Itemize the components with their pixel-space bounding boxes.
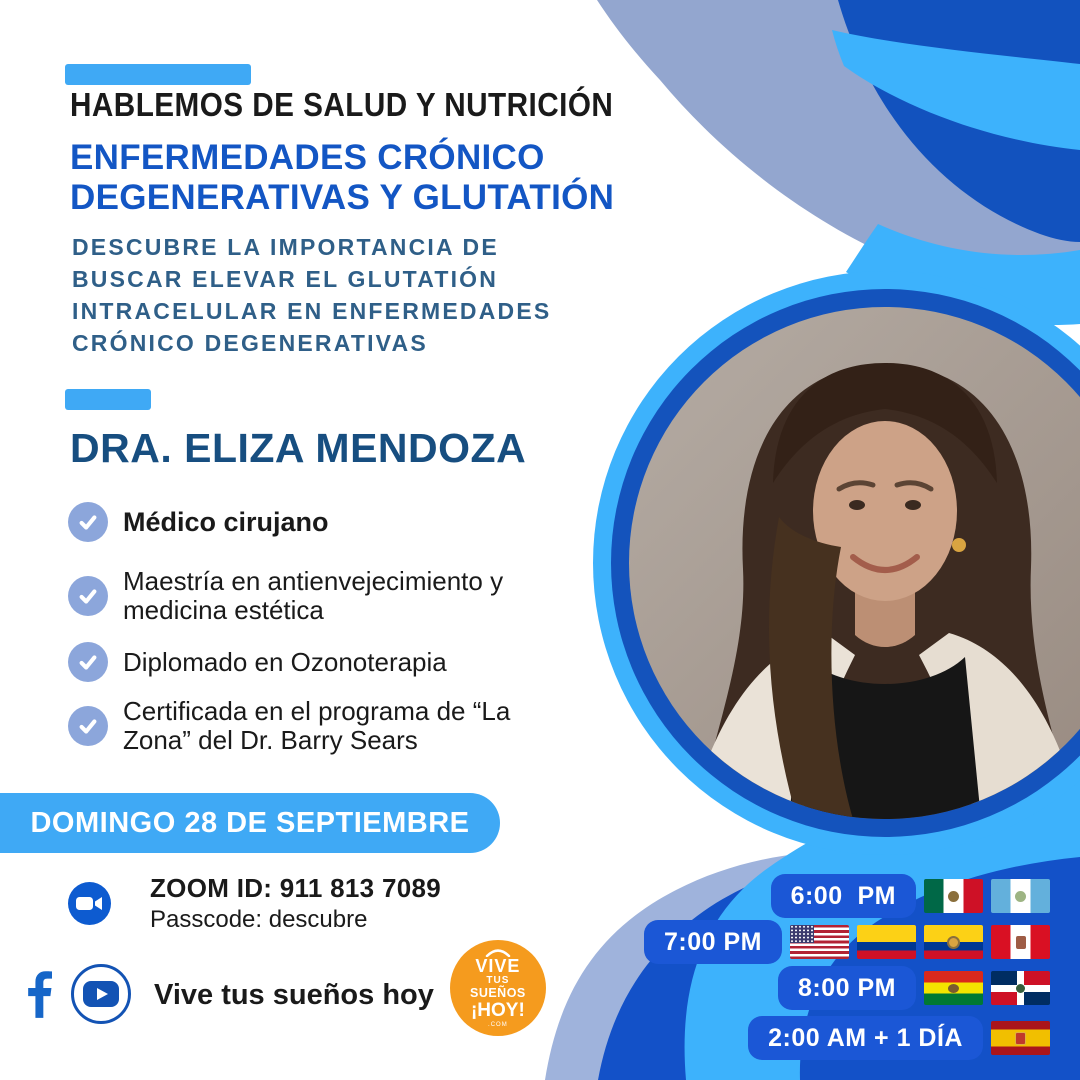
badge-line: ¡HOY! <box>470 999 525 1021</box>
flag-group <box>790 925 1050 959</box>
flag-spain <box>991 1021 1050 1055</box>
credential-item <box>68 500 578 544</box>
badge-line: .COM <box>488 1021 508 1028</box>
flag-colombia <box>857 925 916 959</box>
description-line: INTRACELULAR EN ENFERMEDADES <box>72 298 552 324</box>
schedule-row <box>748 1016 1050 1060</box>
zoom-meeting-info <box>68 873 441 934</box>
flag-dominican-republic <box>991 971 1050 1005</box>
speaker-photo <box>593 271 1080 855</box>
kicker-title: HABLEMOS DE SALUD Y NUTRICIÓN <box>70 86 614 123</box>
schedule-row <box>644 920 1050 964</box>
flag-group <box>991 1021 1050 1055</box>
credential-text: Maestría en antienvejecimiento y medicina estética <box>123 566 504 625</box>
flag-guatemala <box>991 879 1050 913</box>
check-icon <box>68 642 108 682</box>
schedule-row <box>778 966 1050 1010</box>
flag-group <box>924 971 1050 1005</box>
social-handle: Vive tus sueños hoy <box>154 978 434 1011</box>
time-pill: 6:00 PM <box>771 874 916 918</box>
accent-bar-top <box>65 64 251 85</box>
flag-bolivia <box>924 971 983 1005</box>
time-pill: 7:00 PM <box>644 920 782 964</box>
speaker-name: DRA. ELIZA MENDOZA <box>70 425 527 471</box>
youtube-icon[interactable] <box>70 963 132 1030</box>
time-pill: 8:00 PM <box>778 966 916 1010</box>
schedule-row <box>771 874 1050 918</box>
check-icon <box>68 502 108 542</box>
description-line: CRÓNICO DEGENERATIVAS <box>72 330 428 356</box>
social-row <box>26 940 546 1036</box>
credential-text: Médico cirujano <box>123 506 329 537</box>
time-pill: 2:00 AM + 1 DÍA <box>748 1016 983 1060</box>
credential-item <box>68 566 578 626</box>
page-title <box>70 138 614 218</box>
check-icon <box>68 706 108 746</box>
description-line: DESCUBRE LA IMPORTANCIA DE <box>72 234 499 260</box>
vive-tus-suenos-hoy-logo <box>450 940 546 1036</box>
flag-peru <box>991 925 1050 959</box>
badge-line: SUEÑOS <box>469 986 526 1001</box>
zoom-text-block <box>150 873 441 934</box>
flag-usa <box>790 925 849 959</box>
zoom-passcode: Passcode: descubre <box>150 906 368 933</box>
accent-bar-speaker <box>65 389 151 410</box>
description-line: BUSCAR ELEVAR EL GLUTATIÓN <box>72 266 499 292</box>
badge-line: TUS <box>486 975 510 987</box>
facebook-icon[interactable] <box>26 970 52 1023</box>
zoom-video-icon <box>68 882 111 925</box>
badge-line: VIVE <box>475 956 521 977</box>
credential-item <box>68 696 578 756</box>
credential-text: Certificada en el programa de “La Zona” del Dr. Barry Sears <box>123 696 511 755</box>
event-date-banner: DOMINGO 28 DE SEPTIEMBRE <box>0 793 500 853</box>
title-line-2: DEGENERATIVAS Y GLUTATIÓN <box>70 178 615 217</box>
credential-text: Diplomado en Ozonoterapia <box>123 646 447 677</box>
flag-ecuador <box>924 925 983 959</box>
title-line-1: ENFERMEDADES CRÓNICO <box>70 138 545 177</box>
zoom-id: ZOOM ID: 911 813 7089 <box>150 873 442 903</box>
event-description <box>72 231 551 359</box>
credential-item <box>68 640 578 684</box>
check-icon <box>68 576 108 616</box>
flag-group <box>924 879 1050 913</box>
flag-mexico <box>924 879 983 913</box>
